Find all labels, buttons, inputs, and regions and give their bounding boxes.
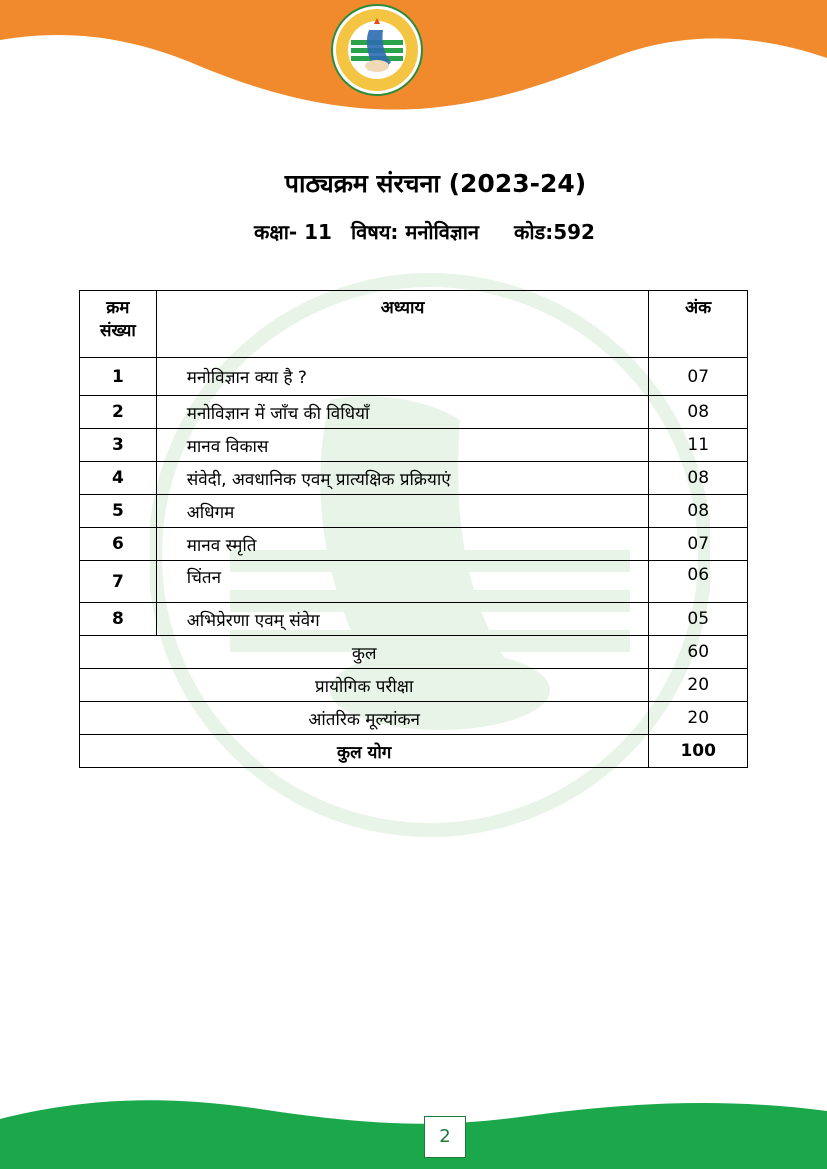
class-label: कक्षा- 11 bbox=[254, 220, 332, 244]
row-number: 3 bbox=[80, 429, 157, 462]
subtitle-line bbox=[254, 218, 595, 245]
table-row bbox=[80, 528, 748, 561]
table-row bbox=[80, 462, 748, 495]
code-label: कोड:592 bbox=[513, 220, 595, 244]
summary-marks: 20 bbox=[649, 669, 748, 702]
footer-green-band bbox=[0, 1089, 827, 1169]
page-number: 2 bbox=[424, 1116, 466, 1158]
row-marks: 07 bbox=[649, 528, 748, 561]
header-serial: क्रम संख्या bbox=[80, 291, 157, 358]
row-number: 6 bbox=[80, 528, 157, 561]
row-number: 2 bbox=[80, 396, 157, 429]
row-marks: 11 bbox=[649, 429, 748, 462]
summary-marks: 20 bbox=[649, 702, 748, 735]
row-marks: 08 bbox=[649, 495, 748, 528]
table-row bbox=[80, 396, 748, 429]
row-number: 1 bbox=[80, 358, 157, 396]
row-number: 7 bbox=[80, 561, 157, 603]
row-marks: 06 bbox=[649, 561, 748, 603]
row-chapter: संवेदी, अवधानिक एवम् प्रात्यक्षिक प्रक्रियाएं bbox=[156, 462, 649, 495]
summary-row-total bbox=[80, 636, 748, 669]
table-row bbox=[80, 429, 748, 462]
row-chapter: मानव स्मृति bbox=[156, 528, 649, 561]
row-number: 8 bbox=[80, 603, 157, 636]
header-chapter: अध्याय bbox=[156, 291, 649, 358]
row-chapter: मनोविज्ञान क्या है ? bbox=[156, 358, 649, 396]
summary-row-practical bbox=[80, 669, 748, 702]
row-marks: 08 bbox=[649, 396, 748, 429]
header-marks: अंक bbox=[649, 291, 748, 358]
summary-row-grand-total bbox=[80, 735, 748, 768]
summary-label: आंतरिक मूल्यांकन bbox=[80, 702, 649, 735]
row-chapter: मानव विकास bbox=[156, 429, 649, 462]
row-chapter: अधिगम bbox=[156, 495, 649, 528]
board-logo bbox=[331, 4, 423, 96]
row-chapter: चिंतन bbox=[156, 561, 649, 603]
syllabus-table bbox=[79, 290, 748, 768]
table-row bbox=[80, 561, 748, 603]
summary-row-internal bbox=[80, 702, 748, 735]
row-chapter: मनोविज्ञान में जाँच की विधियाँ bbox=[156, 396, 649, 429]
row-number: 5 bbox=[80, 495, 157, 528]
table-row bbox=[80, 495, 748, 528]
table-row bbox=[80, 358, 748, 396]
table-row bbox=[80, 603, 748, 636]
row-number: 4 bbox=[80, 462, 157, 495]
summary-marks: 100 bbox=[649, 735, 748, 768]
row-marks: 07 bbox=[649, 358, 748, 396]
summary-label: कुल bbox=[80, 636, 649, 669]
summary-label: प्रायोगिक परीक्षा bbox=[80, 669, 649, 702]
summary-label: कुल योग bbox=[80, 735, 649, 768]
row-chapter: अभिप्रेरणा एवम् संवेग bbox=[156, 603, 649, 636]
table-header-row bbox=[80, 291, 748, 358]
row-marks: 08 bbox=[649, 462, 748, 495]
row-marks: 05 bbox=[649, 603, 748, 636]
page-title: पाठ्यक्रम संरचना (2023-24) bbox=[284, 169, 587, 198]
summary-marks: 60 bbox=[649, 636, 748, 669]
subject-label: विषय: मनोविज्ञान bbox=[350, 220, 480, 244]
